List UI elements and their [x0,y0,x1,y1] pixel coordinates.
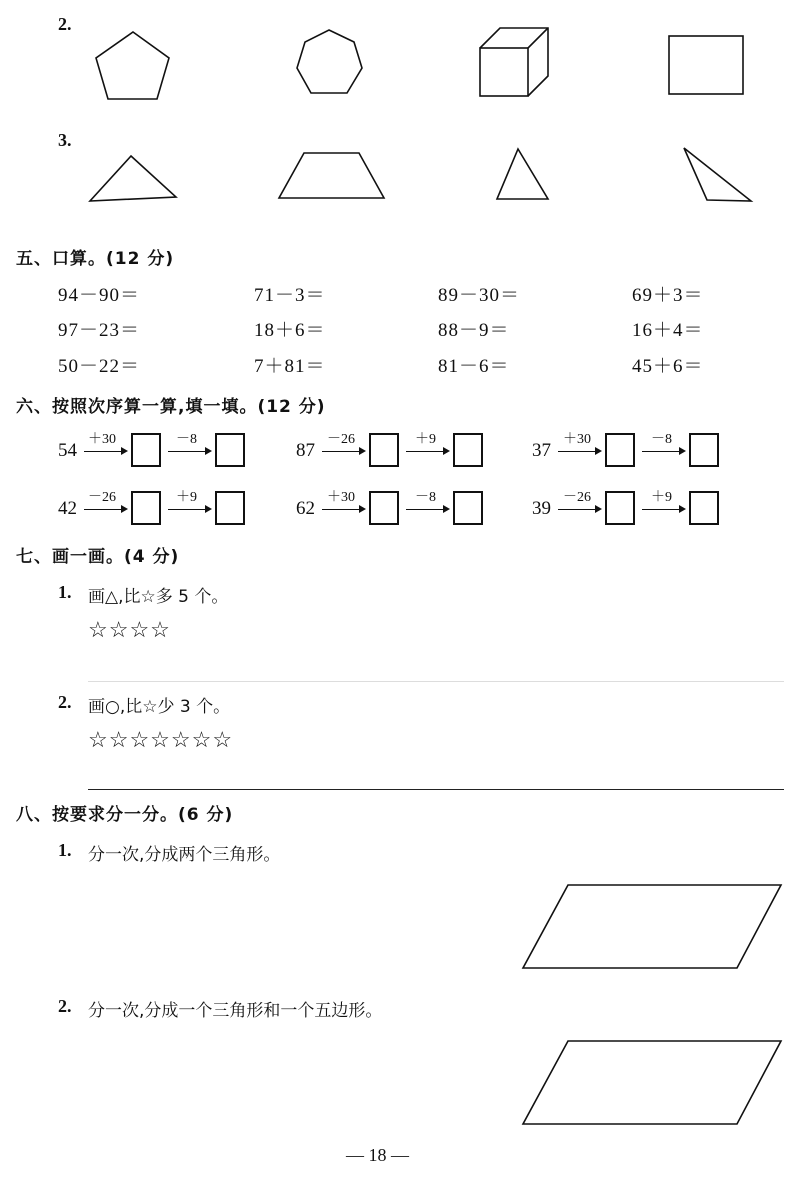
chain-5-arrow1 [322,509,364,510]
problem-r1c2: 71－3＝ [254,285,326,306]
problem-r2c1: 97－23＝ [58,320,141,341]
chain-6-op1: －26 [563,490,591,505]
chain-6-arrow2 [642,509,684,510]
chain-3-box1[interactable] [605,433,635,467]
problem-r2c2: 18＋6＝ [254,320,326,341]
section7-q1-text: 画△,比☆多 5 个。 [88,587,229,607]
section7-q2-number: 2. [58,692,72,712]
chain-1-op1: ＋30 [88,432,116,447]
section7-q2-stars: ☆☆☆☆☆☆☆ [88,728,234,753]
section7-q2-answer-line [88,789,784,790]
section5-title: 五、口算。(12 分) [16,249,175,269]
chain-5-arrow2 [406,509,448,510]
parallelogram-2 [523,1041,781,1124]
chain-6-box2[interactable] [689,491,719,525]
chain-2-box2[interactable] [453,433,483,467]
heptagon-shape [297,30,362,93]
chain-3-op1: ＋30 [563,432,591,447]
chain-6-box1[interactable] [605,491,635,525]
obtuse-triangle-shape [90,156,176,201]
chain-4-op1: －26 [88,490,116,505]
scalene-triangle-shape [684,148,751,201]
chain-1-start: 54 [58,440,77,461]
problem-r3c4: 45＋6＝ [632,356,704,377]
shapes-row-2-number: 2. [58,14,72,34]
chain-5-box1[interactable] [369,491,399,525]
section7-q1-answer-line [88,681,784,682]
problem-r2c3: 88－9＝ [438,320,510,341]
chain-4-arrow1 [84,509,126,510]
chain-4-op2: ＋9 [176,490,197,505]
chain-1-box2[interactable] [215,433,245,467]
section8-q2-text: 分一次,分成一个三角形和一个五边形。 [88,1001,383,1021]
section8-q1-text: 分一次,分成两个三角形。 [88,845,281,865]
chain-2-op1: －26 [327,432,355,447]
chain-3-op2: －8 [651,432,672,447]
section7-q1-stars: ☆☆☆☆ [88,618,171,643]
chain-2-box1[interactable] [369,433,399,467]
section6-title: 六、按照次序算一算,填一填。(12 分) [16,397,326,417]
section8-title: 八、按要求分一分。(6 分) [16,805,234,825]
chain-5-box2[interactable] [453,491,483,525]
chain-1-op2: －8 [176,432,197,447]
chain-6-op2: ＋9 [651,490,672,505]
problem-r3c3: 81－6＝ [438,356,510,377]
section8-q1-number: 1. [58,840,72,860]
chain-2-op2: ＋9 [415,432,436,447]
page-number: — 18 — [346,1145,409,1165]
section8-q2-number: 2. [58,996,72,1016]
chain-6-start: 39 [532,498,551,519]
chain-3-arrow1 [558,451,600,452]
chain-4-start: 42 [58,498,77,519]
chain-1-arrow1 [84,451,126,452]
chain-5-op2: －8 [415,490,436,505]
problem-r1c4: 69＋3＝ [632,285,704,306]
chain-4-box2[interactable] [215,491,245,525]
chain-4-box1[interactable] [131,491,161,525]
section7-title: 七、画一画。(4 分) [16,547,180,567]
chain-2-arrow2 [406,451,448,452]
problem-r3c1: 50－22＝ [58,356,141,377]
problem-r2c4: 16＋4＝ [632,320,704,341]
problem-r1c1: 94－90＝ [58,285,141,306]
chain-3-box2[interactable] [689,433,719,467]
parallelogram-1 [523,885,781,968]
chain-5-op1: ＋30 [327,490,355,505]
pentagon-shape [96,32,169,99]
chain-2-start: 87 [296,440,315,461]
problem-r3c2: 7＋81＝ [254,356,326,377]
cube-shape [480,28,548,96]
isosceles-triangle-shape [497,149,548,199]
chain-3-start: 37 [532,440,551,461]
chain-1-box1[interactable] [131,433,161,467]
problem-r1c3: 89－30＝ [438,285,521,306]
chain-5-start: 62 [296,498,315,519]
shapes-row-3-number: 3. [58,130,72,150]
chain-6-arrow1 [558,509,600,510]
trapezoid-shape [279,153,384,198]
section7-q2-text: 画○,比☆少 3 个。 [88,697,231,717]
section7-q1-number: 1. [58,582,72,602]
chain-2-arrow1 [322,451,364,452]
rectangle-shape [669,36,743,94]
chain-3-arrow2 [642,451,684,452]
chain-1-arrow2 [168,451,210,452]
chain-4-arrow2 [168,509,210,510]
